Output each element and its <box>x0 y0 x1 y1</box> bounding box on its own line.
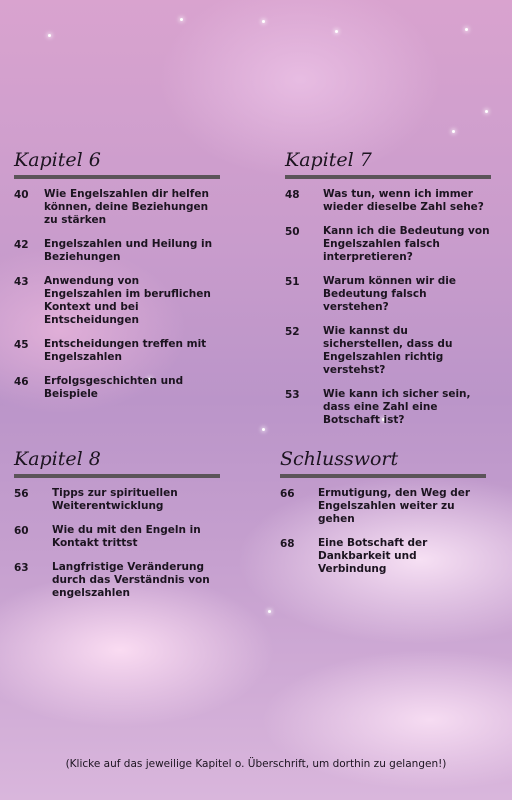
entry-title[interactable]: Was tun, wenn ich immer wieder dieselbe Zahl sehe? <box>323 188 484 213</box>
page-number: 50 <box>285 226 300 238</box>
toc-entry[interactable] <box>14 338 220 364</box>
chapter-7-divider <box>285 175 491 179</box>
entry-title[interactable]: Engelszahlen und Heilung in Beziehungen <box>44 238 213 263</box>
entry-title[interactable]: Tipps zur spirituellen Weiterentwicklung <box>52 487 178 512</box>
entry-title[interactable]: Wie du mit den Engeln in Kontakt trittst <box>52 524 201 549</box>
toc-entry[interactable] <box>14 375 220 401</box>
schlusswort-heading[interactable]: Schlusswort <box>280 448 399 470</box>
star-decoration <box>452 130 455 133</box>
toc-entry[interactable] <box>285 275 491 314</box>
chapter-8-heading[interactable]: Kapitel 8 <box>14 448 101 470</box>
chapter-6-heading[interactable]: Kapitel 6 <box>14 149 101 171</box>
toc-entry[interactable] <box>14 275 220 327</box>
entry-title[interactable]: Kann ich die Bedeutung von Engelszahlen falsch interpretieren? <box>323 225 490 263</box>
entry-title[interactable]: Langfristige Veränderung durch das Verständnis von engelszahlen <box>52 561 210 599</box>
entry-title[interactable]: Warum können wir die Bedeutung falsch verstehen? <box>323 275 457 313</box>
schlusswort-divider <box>280 474 486 478</box>
page-number: 43 <box>14 276 29 288</box>
entry-title[interactable]: Wie kannst du sicherstellen, dass du Engelszahlen richtig verstehst? <box>323 325 453 376</box>
chapter-7-entries <box>285 188 491 427</box>
chapter-6-entries <box>14 188 220 401</box>
page-number: 40 <box>14 189 29 201</box>
page-number: 45 <box>14 339 29 351</box>
chapter-8-entries <box>14 487 220 600</box>
toc-entry[interactable] <box>285 388 491 427</box>
star-decoration <box>262 428 265 431</box>
toc-entry[interactable] <box>285 325 491 377</box>
entry-title[interactable]: Anwendung von Engelszahlen im beruflichen Kontext und bei Entscheidungen <box>44 275 211 326</box>
star-decoration <box>48 34 51 37</box>
entry-title[interactable]: Erfolgsgeschichten und Beispiele <box>44 375 184 400</box>
toc-entry[interactable] <box>14 188 220 227</box>
toc-entry[interactable] <box>14 487 220 513</box>
page-number: 42 <box>14 239 29 251</box>
toc-entry[interactable] <box>14 524 220 550</box>
page-number: 48 <box>285 189 300 201</box>
toc-entry[interactable] <box>280 537 486 576</box>
chapter-8-section[interactable] <box>14 448 220 611</box>
star-decoration <box>262 20 265 23</box>
page-number: 52 <box>285 326 300 338</box>
toc-entry[interactable] <box>285 188 491 214</box>
chapter-8-divider <box>14 474 220 478</box>
page-number: 51 <box>285 276 300 288</box>
toc-entry[interactable] <box>285 225 491 264</box>
chapter-7-heading[interactable]: Kapitel 7 <box>285 149 372 171</box>
star-decoration <box>180 18 183 21</box>
chapter-7-section[interactable] <box>285 149 491 438</box>
page-number: 60 <box>14 525 29 537</box>
entry-title[interactable]: Wie kann ich sicher sein, dass eine Zahl eine Botschaft ist? <box>323 388 471 426</box>
toc-entry[interactable] <box>14 561 220 600</box>
toc-entry[interactable] <box>280 487 486 526</box>
toc-entry[interactable] <box>14 238 220 264</box>
page-number: 53 <box>285 389 300 401</box>
schlusswort-entries <box>280 487 486 576</box>
page-number: 66 <box>280 488 295 500</box>
star-decoration <box>335 30 338 33</box>
chapter-6-section[interactable] <box>14 149 220 412</box>
page-number: 63 <box>14 562 29 574</box>
chapter-6-divider <box>14 175 220 179</box>
entry-title[interactable]: Eine Botschaft der Dankbarkeit und Verbindung <box>318 537 428 575</box>
entry-title[interactable]: Entscheidungen treffen mit Engelszahlen <box>44 338 207 363</box>
entry-title[interactable]: Ermutigung, den Weg der Engelszahlen weiter zu gehen <box>318 487 471 525</box>
page-number: 56 <box>14 488 29 500</box>
page-number: 68 <box>280 538 295 550</box>
entry-title[interactable]: Wie Engelszahlen dir helfen können, deine Beziehungen zu stärken <box>44 188 209 226</box>
schlusswort-section[interactable] <box>280 448 486 587</box>
star-decoration <box>268 610 271 613</box>
page-number: 46 <box>14 376 29 388</box>
star-decoration <box>465 28 468 31</box>
star-decoration <box>485 110 488 113</box>
navigation-hint: (Klicke auf das jeweilige Kapitel o. Überschrift, um dorthin zu gelangen!) <box>65 758 447 770</box>
